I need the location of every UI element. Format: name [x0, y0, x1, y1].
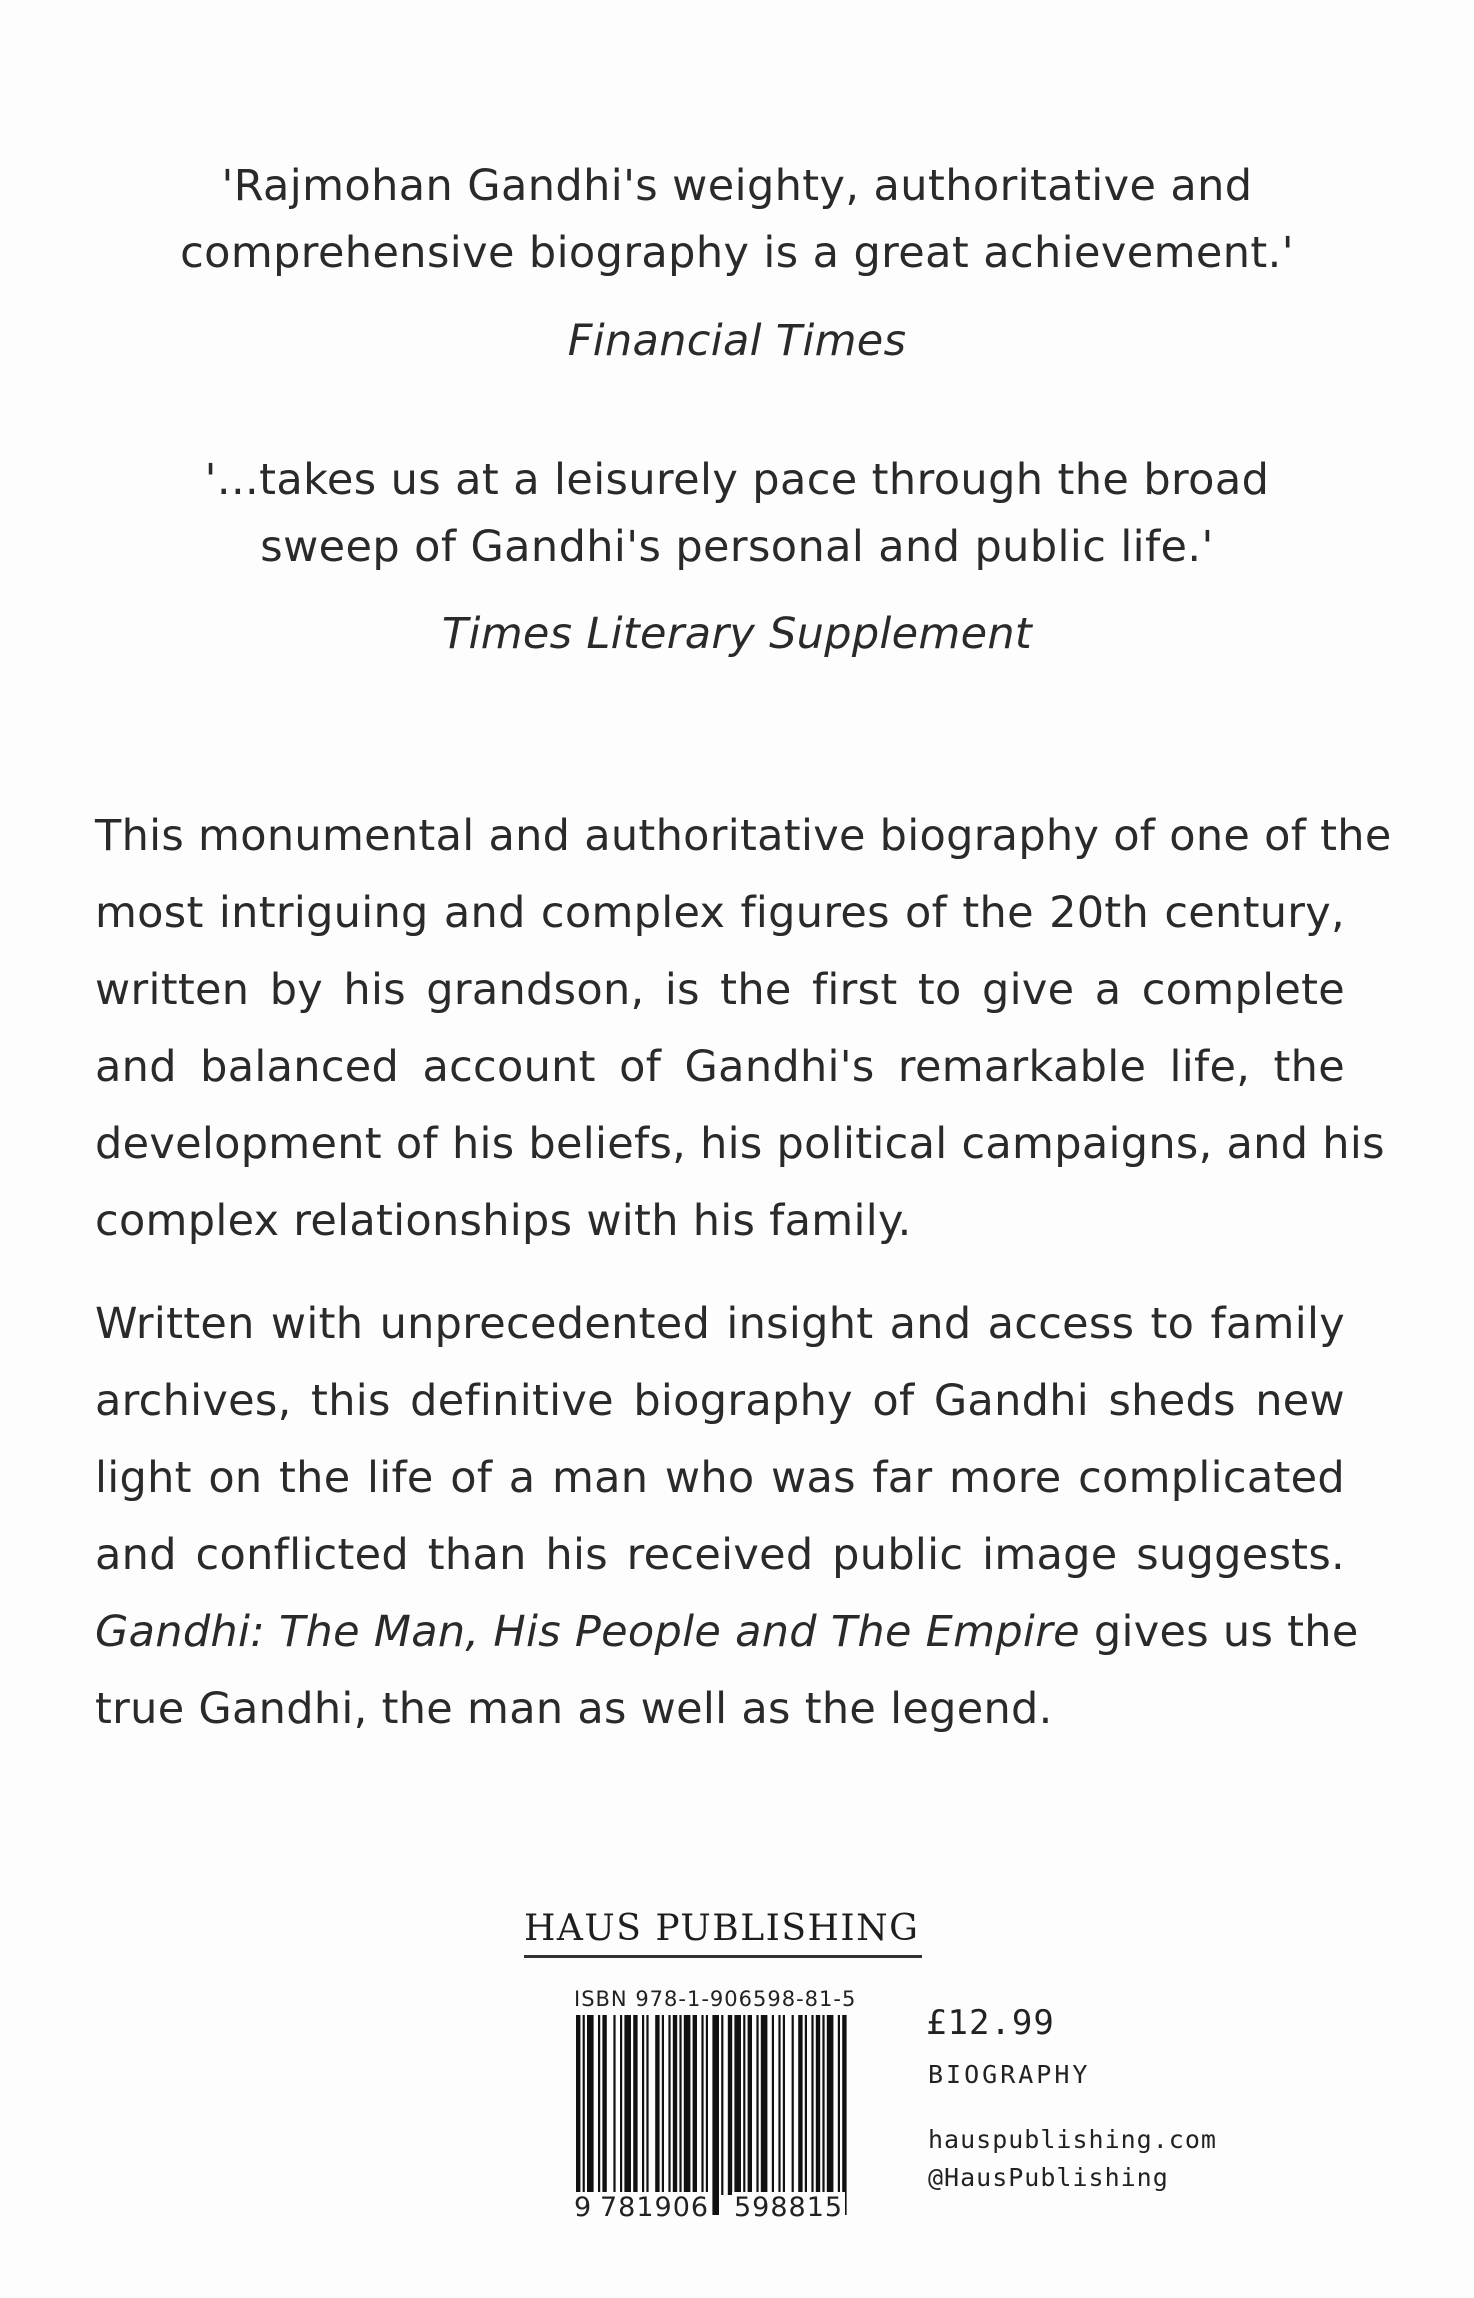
- blurb-1-line-3: written by his grandson, is the first to give a complete: [95, 965, 1345, 1015]
- barcode-bar: [598, 2015, 600, 2195]
- blurb-1-line-6: complex relationships with his family.: [95, 1196, 912, 1246]
- review-quote-2: [0, 447, 1474, 581]
- barcode-bar: [811, 2015, 813, 2195]
- blurb-1-line-4: and balanced account of Gandhi's remarkable life, the: [95, 1042, 1345, 1092]
- blurb-2-line-2: archives, this definitive biography of Gandhi sheds new: [95, 1376, 1345, 1426]
- blurb-1-line-1: This monumental and authoritative biography of one of the: [95, 811, 1392, 861]
- barcode-bar: [679, 2015, 681, 2195]
- publisher-underline: [524, 1955, 922, 1958]
- barcode-bar: [842, 2015, 846, 2215]
- barcode-bar: [772, 2015, 774, 2195]
- blurb-2-line-5-rest: gives us the: [1079, 1607, 1359, 1657]
- barcode-bar: [668, 2015, 670, 2195]
- barcode-bar: [778, 2015, 780, 2195]
- barcode-bar: [805, 2015, 807, 2195]
- barcode-bar: [684, 2015, 691, 2195]
- blurb-2-line-5: [95, 1594, 1359, 1671]
- barcode-bar: [673, 2015, 677, 2195]
- barcode-bar: [728, 2015, 732, 2195]
- blurb-1-line-2: most intriguing and complex figures of the 20th century,: [95, 888, 1345, 938]
- barcode-bar: [693, 2015, 697, 2195]
- barcode-digits: [572, 2192, 862, 2226]
- barcode-bar: [734, 2015, 741, 2195]
- barcode-bar: [613, 2015, 615, 2195]
- publisher-name: HAUS PUBLISHING: [524, 1908, 920, 1949]
- barcode-bar: [756, 2015, 758, 2195]
- barcode-digits-right: 598815: [734, 2192, 844, 2223]
- barcode-bar: [822, 2015, 824, 2195]
- isbn-label: ISBN 978-1-906598-81-5: [574, 1987, 857, 2011]
- blurb-2-line-4: and conflicted than his received public image suggests.: [95, 1530, 1345, 1580]
- barcode: [572, 2015, 854, 2215]
- social-handle: @HausPublishing: [928, 2163, 1169, 2192]
- quote-1-source: Financial Times: [567, 316, 907, 366]
- barcode-bar: [816, 2015, 820, 2195]
- quote-2-line-2: sweep of Gandhi's personal and public life.': [260, 522, 1214, 572]
- book-title: Gandhi: The Man, His People and The Empire: [95, 1607, 1080, 1657]
- category: BIOGRAPHY: [928, 2060, 1091, 2089]
- quote-2-source: Times Literary Supplement: [441, 609, 1033, 659]
- barcode-bar: [662, 2015, 664, 2195]
- barcode-bar: [642, 2015, 644, 2195]
- barcode-bar: [712, 2015, 719, 2215]
- barcode-digit-lead: 9: [574, 2192, 593, 2223]
- blurb-paragraph-2: [95, 1286, 1359, 1748]
- barcode-bar: [838, 2015, 840, 2195]
- barcode-bar: [798, 2015, 802, 2195]
- blurb-2-line-3: light on the life of a man who was far more complicated: [95, 1453, 1345, 1503]
- price: £12.99: [926, 2003, 1055, 2043]
- publisher-contact: [928, 2121, 1217, 2197]
- barcode-bar: [583, 2015, 585, 2215]
- barcode-bar: [792, 2015, 794, 2195]
- barcode-bar: [602, 2015, 606, 2195]
- barcode-bar: [748, 2015, 752, 2195]
- quote-1-line-1: 'Rajmohan Gandhi's weighty, authoritative and: [221, 161, 1253, 211]
- blurb-paragraph-1: [95, 798, 1392, 1260]
- barcode-digits-left: 781906: [600, 2192, 710, 2223]
- barcode-bar: [646, 2015, 648, 2195]
- barcode-bar: [620, 2015, 622, 2195]
- review-quote-1: [0, 153, 1474, 287]
- blurb-2-line-6: true Gandhi, the man as well as the legend.: [95, 1684, 1053, 1734]
- blurb-1-line-5: development of his beliefs, his political campaigns, and his: [95, 1119, 1385, 1169]
- barcode-bar: [743, 2015, 745, 2195]
- barcode-bar: [721, 2015, 723, 2195]
- barcode-bar: [633, 2015, 637, 2195]
- barcode-bar: [706, 2015, 708, 2195]
- barcode-bar: [587, 2015, 594, 2195]
- barcode-bar: [701, 2015, 703, 2195]
- barcode-bar: [827, 2015, 834, 2195]
- quote-1-line-2: comprehensive biography is a great achievement.': [180, 228, 1294, 278]
- barcode-bar: [783, 2015, 785, 2195]
- barcode-bar: [624, 2015, 631, 2195]
- barcode-bar: [576, 2015, 580, 2215]
- quote-2-line-1: '...takes us at a leisurely pace through the broad: [204, 455, 1270, 505]
- blurb-2-line-1: Written with unprecedented insight and access to family: [95, 1299, 1345, 1349]
- barcode-bar: [761, 2015, 768, 2195]
- website: hauspublishing.com: [928, 2125, 1217, 2154]
- barcode-bar: [655, 2015, 659, 2195]
